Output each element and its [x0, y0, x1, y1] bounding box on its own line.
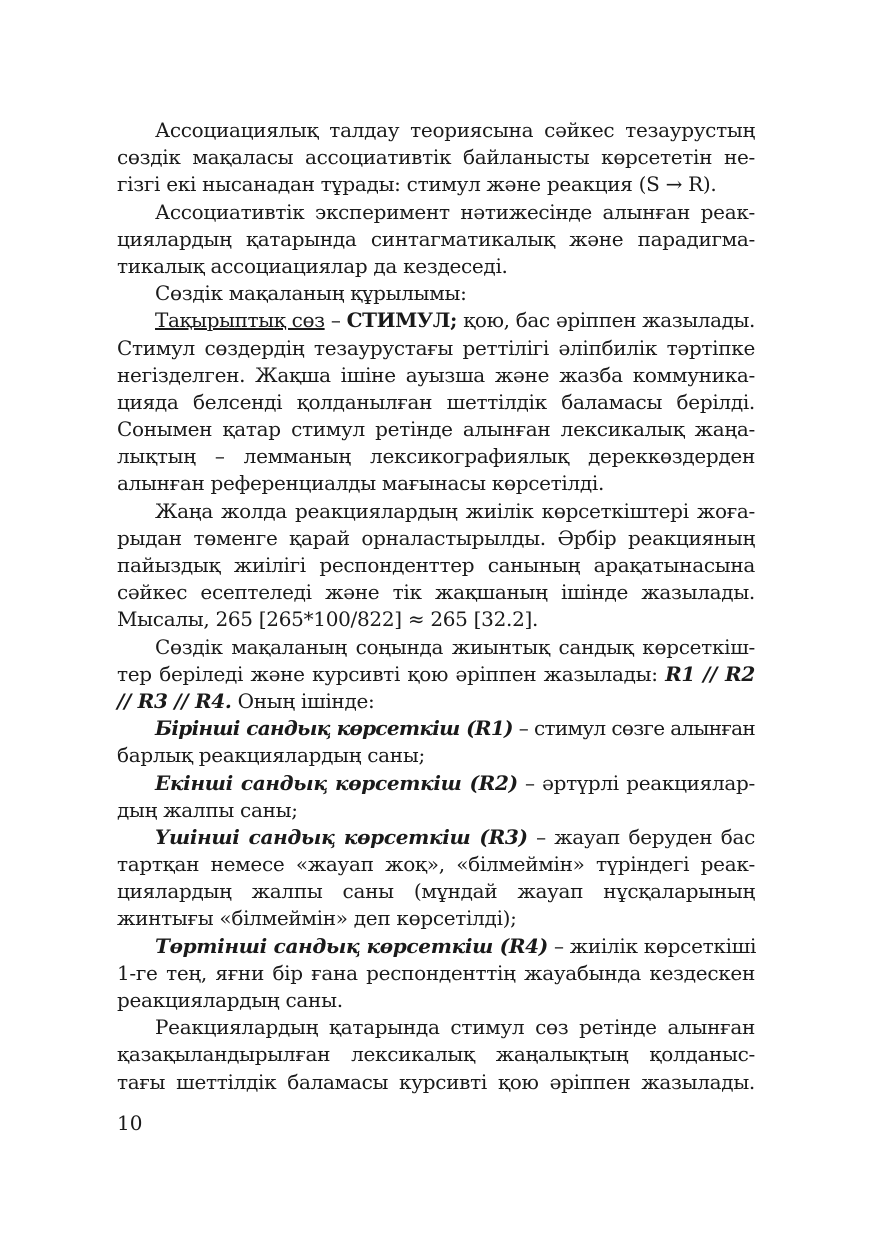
text-line	[117, 987, 755, 1014]
text-line	[117, 199, 755, 226]
text-line	[117, 117, 755, 144]
text-run: Сөздік мақаланың соңында жиынтық сандық көрсеткіш-	[155, 634, 755, 659]
text-run: Сөздік мақаланың құрылымы:	[155, 281, 467, 306]
text-run: пайыздық жиілігі респонденттер санының арақатынасына	[117, 553, 755, 577]
text-line	[117, 606, 755, 633]
text-run: реакциялардың саны.	[117, 988, 343, 1012]
text-run: тартқан немесе «жауап жоқ», «білмеймін» түріндегі реак-	[117, 852, 755, 877]
text-run: тағы шеттілдік баламасы курсивті қою әріппен жазылады.	[117, 1069, 755, 1094]
term-label: Екінші сандық көрсеткіш (R2)	[155, 770, 518, 795]
text-line	[117, 362, 755, 389]
text-line	[117, 253, 755, 280]
text-line	[117, 688, 755, 715]
text-line	[117, 715, 755, 742]
text-line	[117, 905, 755, 932]
text-run: Реакциялардың қатарында стимул сөз ретінде алынған	[155, 1015, 755, 1040]
text-run: циялардың жалпы саны (мұндай жауап нұсқаларының	[117, 879, 755, 904]
text-run: алынған референциалды мағынасы көрсетілді.	[117, 471, 605, 496]
page-number: 10	[117, 1111, 143, 1135]
text-line	[117, 307, 755, 334]
text-line	[117, 742, 755, 769]
text-line	[117, 579, 755, 606]
text-run: Ассоциативтік эксперимент нәтижесінде алынған реак-	[155, 199, 755, 224]
text-line	[117, 1069, 755, 1096]
term-label: Төртінші сандық көрсеткіш (R4)	[155, 933, 548, 958]
text-run: Ассоциациялық талдау теориясына сәйкес тезаурустың	[155, 118, 755, 142]
text-line	[117, 389, 755, 416]
text-run: циялардың қатарында синтагматикалық және парадигма-	[117, 226, 755, 251]
text-run: сөздік мақаласы ассоциативтік байланысты көрсететін не-	[117, 145, 755, 170]
text-line	[117, 498, 755, 525]
text-line	[117, 470, 755, 497]
text-line	[117, 1041, 755, 1068]
text-line	[117, 797, 755, 824]
text-run: 1-ге тең, яғни бір ғана респонденттің жауабында кездескен	[117, 960, 755, 985]
text-run: қою, бас әріппен жазылады.	[457, 308, 755, 333]
text-run: тер беріледі және курсивті қою әріппен жазылады:	[117, 661, 666, 686]
text-line	[117, 1014, 755, 1041]
text-run: дың жалпы саны;	[117, 797, 298, 822]
text-run: – стимул сөзге алынған	[512, 716, 755, 741]
text-line	[117, 335, 755, 362]
formula-text: // R3 // R4.	[117, 688, 232, 713]
text-run: – жиілік көрсеткіші	[547, 933, 757, 958]
text-run: – әртүрлі реакциялар-	[517, 770, 755, 795]
text-run: – жауап беруден бас	[527, 824, 755, 849]
text-run: Жаңа жолда реакциялардың жиілік көрсеткіштері жоға-	[155, 498, 755, 523]
text-line	[117, 878, 755, 905]
text-line	[117, 525, 755, 552]
text-line	[117, 416, 755, 443]
text-run: Оның ішінде:	[231, 688, 375, 713]
text-line	[117, 226, 755, 253]
text-line	[117, 144, 755, 171]
body-text	[117, 117, 755, 1096]
text-run: негізделген. Жақша ішіне ауызша және жазба коммуника-	[117, 362, 755, 387]
text-run: тикалық ассоциациялар да кездеседі.	[117, 253, 508, 278]
term-label: Бірінші сандық көрсеткіш (R1)	[155, 716, 513, 741]
text-line	[117, 171, 755, 198]
text-run: гізгі екі нысанадан тұрады: стимул және реакция (S → R).	[117, 172, 717, 197]
text-run: жинтығы «білмеймін» деп көрсетілді);	[117, 906, 517, 931]
text-run: Сонымен қатар стимул ретінде алынған лексикалық жаңа-	[117, 417, 755, 442]
text-run: рыдан төменге қарай орналастырылды. Әрбір реакцияның	[117, 525, 755, 550]
text-line	[117, 443, 755, 470]
text-run: қазақыландырылған лексикалық жаңалықтың қолданыс-	[117, 1042, 755, 1067]
stimulus-label: СТИМУЛ;	[346, 308, 457, 333]
text-run: –	[324, 308, 347, 333]
text-run: сәйкес есептеледі және тік жақшаның ішінде жазылады.	[117, 580, 755, 605]
text-line	[117, 661, 755, 688]
text-line	[117, 960, 755, 987]
text-run: Стимул сөздердің тезаурустағы реттілігі әліпбилік тәртіпке	[117, 335, 755, 360]
text-line	[117, 851, 755, 878]
formula-text: R1 // R2	[665, 661, 755, 686]
text-line	[117, 770, 755, 797]
text-line	[117, 280, 755, 307]
text-run: цияда белсенді қолданылған шеттілдік баламасы берілді.	[117, 389, 755, 414]
text-line	[117, 552, 755, 579]
text-run: Мысалы, 265 [265*100/822] ≈ 265 [32.2].	[117, 607, 539, 632]
text-run: барлық реакциялардың саны;	[117, 743, 425, 768]
headword-label: Тақырыптық сөз	[155, 308, 325, 333]
text-line	[117, 824, 755, 851]
term-label: Үшінші сандық көрсеткіш (R3)	[155, 824, 528, 849]
text-line	[117, 634, 755, 661]
text-run: лықтың – лемманың лексикографиялық дереккөздерден	[117, 444, 755, 469]
text-line	[117, 933, 755, 960]
